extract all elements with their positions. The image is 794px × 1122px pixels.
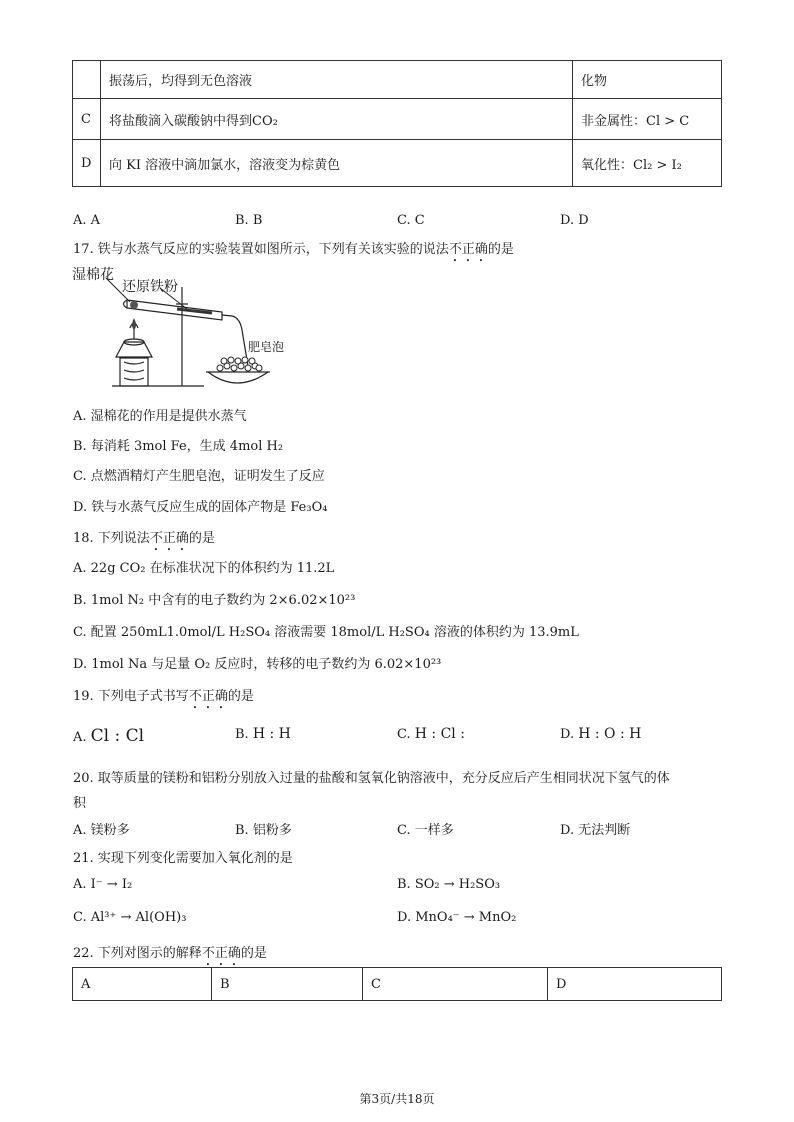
answer-table-top [72,60,722,187]
emphasis-text: 不正确 [448,242,488,257]
q18-option-c[interactable]: C. 配置 250mL1.0mol/L H₂SO₄ 溶液需要 18mol/L H₂SO₄ 溶液的体积约为 13.9mL [73,625,579,640]
q22-table [72,967,722,1001]
emphasis-text: 不正确 [188,689,228,704]
table-cell-label: D [73,140,101,187]
table-header-d: D [548,968,722,1001]
label-iron-powder: 还原铁粉 [122,279,178,295]
q20-stem-line1: 20. 取等质量的镁粉和铝粉分别放入过量的盐酸和氢氧化钠溶液中，充分反应后产生相同状况下氢气的体 [73,771,670,786]
q17-option-a[interactable]: A. 湿棉花的作用是提供水蒸气 [73,409,247,424]
emphasis-text: 不正确 [149,531,189,546]
q20-option-d[interactable]: D. 无法判断 [560,823,631,838]
table-row [73,968,722,1001]
q20-option-c[interactable]: C. 一样多 [397,823,454,838]
table-cell-note: 化物 [573,61,722,99]
page-number: 第3页/共18页 [359,1092,435,1106]
q21-option-c[interactable]: C. Al³⁺ → Al(OH)₃ [73,910,187,925]
q21-option-b[interactable]: B. SO₂ → H₂SO₃ [397,877,501,892]
table-row [73,61,722,99]
table-header-b: B [212,968,363,1001]
q19-option-a[interactable]: A. Cl : Cl [73,726,145,746]
table-header-a: A [73,968,212,1001]
q21-option-d[interactable]: D. MnO₄⁻ → MnO₂ [397,910,517,925]
q18-stem: 18. 下列说法不正确的是 [73,531,215,546]
q17-option-c[interactable]: C. 点燃酒精灯产生肥皂泡，证明发生了反应 [73,469,325,484]
q21-option-a[interactable]: A. I⁻ → I₂ [73,877,133,892]
emphasis-text: 不正确 [201,946,241,961]
q20-stem-line2: 积 [73,796,87,811]
table-cell-note: 氧化性：Cl₂ > I₂ [573,140,722,187]
q19-option-b[interactable]: B. H : H [235,726,291,742]
q17-option-b[interactable]: B. 每消耗 3mol Fe，生成 4mol H₂ [73,439,284,454]
q16-option-c[interactable]: C. C [397,213,425,228]
q18-option-b[interactable]: B. 1mol N₂ 中含有的电子数约为 2×6.02×10²³ [73,593,356,608]
label-wet-cotton: 湿棉花 [72,267,114,283]
table-header-c: C [363,968,548,1001]
table-cell-label: C [73,99,101,140]
q19-option-c[interactable]: C. H : Cl : [397,726,465,742]
apparatus-figure [72,262,292,397]
q19-option-d[interactable]: D. H : O : H [560,726,642,742]
q17-stem: 17. 铁与水蒸气反应的实验装置如图所示，下列有关该实验的说法不正确的是 [73,242,514,257]
table-row [73,99,722,140]
table-row [73,140,722,187]
q18-option-a[interactable]: A. 22g CO₂ 在标准状况下的体积约为 11.2L [73,561,335,576]
q16-option-a[interactable]: A. A [73,213,101,228]
table-cell-note: 非金属性：Cl > C [573,99,722,140]
q16-option-b[interactable]: B. B [235,213,263,228]
q18-option-d[interactable]: D. 1mol Na 与足量 O₂ 反应时，转移的电子数约为 6.02×10²³ [73,657,442,672]
q20-option-a[interactable]: A. 镁粉多 [73,823,130,838]
q16-option-d[interactable]: D. D [560,213,589,228]
q20-option-b[interactable]: B. 铝粉多 [235,823,292,838]
table-cell-content: 向 KI 溶液中滴加氯水，溶液变为棕黄色 [101,140,573,187]
label-soap-bubble: 肥皂泡 [248,340,285,354]
table-cell-label [73,61,101,99]
q21-stem: 21. 实现下列变化需要加入氧化剂的是 [73,851,293,866]
table-cell-content: 将盐酸滴入碳酸钠中得到CO₂ [101,99,573,140]
q17-option-d[interactable]: D. 铁与水蒸气反应生成的固体产物是 Fe₃O₄ [73,500,328,515]
table-cell-content: 振荡后，均得到无色溶液 [101,61,573,99]
q22-stem: 22. 下列对图示的解释不正确的是 [73,946,267,961]
q19-stem: 19. 下列电子式书写不正确的是 [73,689,254,704]
